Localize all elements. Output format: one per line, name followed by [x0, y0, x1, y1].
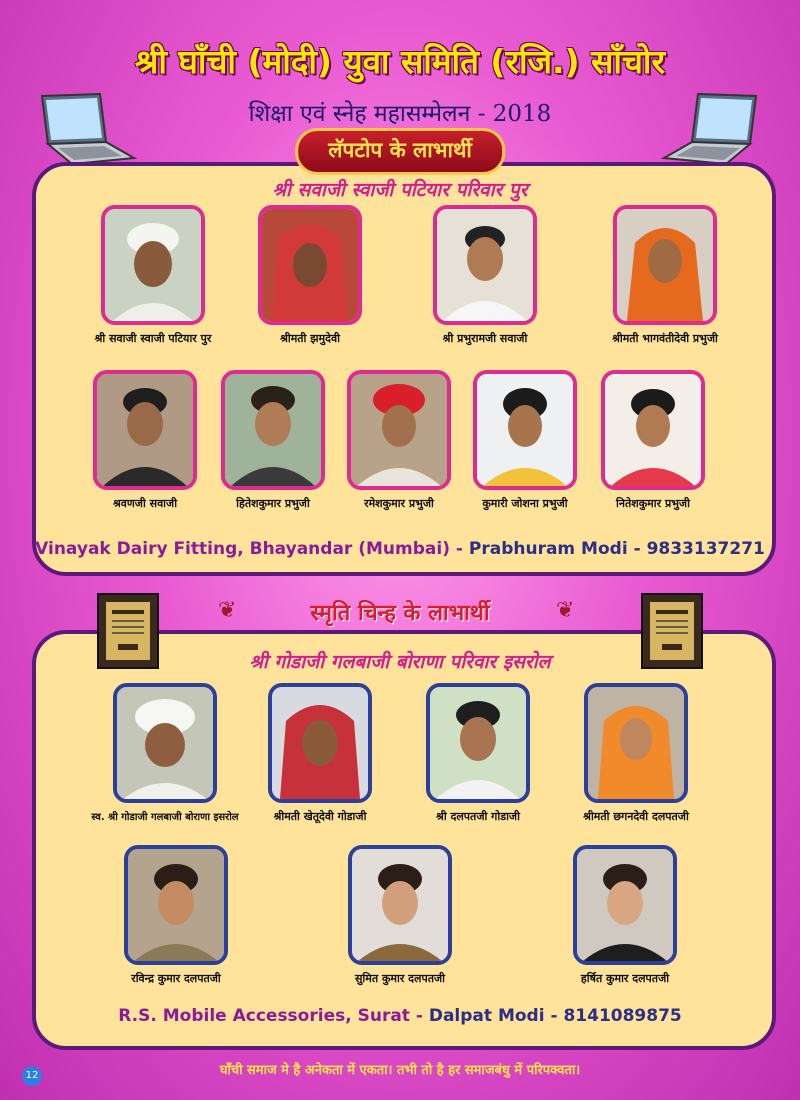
trophy-plaque-icon — [640, 592, 704, 670]
section2-sponsor — [0, 1006, 800, 1026]
person-name: श्रवणजी सवाजी — [112, 497, 178, 510]
person-name: श्री प्रभुरामजी सवाजी — [442, 332, 528, 345]
flourish-icon: ❦ — [556, 598, 575, 623]
person-card — [403, 683, 553, 824]
person-name: श्रीमती भागवंतीदेवी प्रभुजी — [612, 332, 718, 345]
portrait-photo — [124, 845, 228, 965]
sponsor-name: Dalpat Modi — [428, 1006, 545, 1026]
person-name: हर्षित कुमार दलपतजी — [580, 972, 670, 985]
flourish-icon: ❦ — [218, 598, 237, 623]
portrait-photo — [347, 370, 451, 490]
portrait-photo — [613, 205, 717, 325]
section1-heading: लॅपटोप के लाभार्थी — [295, 128, 505, 175]
trophy-plaque-icon — [96, 592, 160, 670]
person-card — [410, 205, 560, 346]
section2-family-name: श्री गोडाजी गलबाजी बोराणा परिवार इसरोल — [249, 651, 551, 673]
portrait-photo — [93, 370, 197, 490]
person-card — [561, 683, 711, 824]
person-name: सुमित कुमार दलपतजी — [355, 972, 445, 985]
person-card — [245, 683, 395, 824]
person-name: श्री दलपतजी गोडाजी — [436, 810, 520, 823]
sponsor-separator: - — [449, 539, 469, 559]
portrait-photo — [113, 683, 217, 803]
sponsor-phone-separator: - — [627, 539, 647, 559]
person-name: नितेशकुमार प्रभुजी — [616, 497, 690, 510]
section2-heading: स्मृति चिन्ह के लाभार्थी — [310, 601, 490, 626]
person-card — [550, 845, 700, 986]
person-name: हितेशकुमार प्रभुजी — [236, 497, 310, 510]
laptop-icon — [28, 90, 138, 170]
person-name: कुमारी जोशना प्रभुजी — [482, 497, 568, 510]
portrait-photo — [473, 370, 577, 490]
portrait-photo — [268, 683, 372, 803]
person-card — [325, 845, 475, 986]
sponsor-business: Vinayak Dairy Fitting, Bhayandar (Mumbai) — [35, 539, 450, 559]
portrait-photo — [433, 205, 537, 325]
portrait-photo — [601, 370, 705, 490]
person-name: श्रीमती खेतूदेवी गोडाजी — [273, 810, 367, 823]
sponsor-business: R.S. Mobile Accessories, Surat — [118, 1006, 410, 1026]
laptop-icon — [660, 90, 770, 170]
sponsor-phone: 9833137271 — [646, 539, 765, 559]
person-card — [78, 205, 228, 346]
person-name: श्रीमती छगनदेवी दलपतजी — [583, 810, 689, 823]
person-name: रविन्द्र कुमार दलपतजी — [131, 972, 221, 985]
person-card — [235, 205, 385, 346]
person-card — [101, 845, 251, 986]
sponsor-phone: 8141089875 — [563, 1006, 682, 1026]
person-name: रमेशकुमार प्रभुजी — [364, 497, 434, 510]
sponsor-phone-separator: - — [544, 1006, 564, 1026]
person-card — [90, 683, 240, 823]
portrait-photo — [426, 683, 530, 803]
person-card — [578, 370, 728, 511]
sponsor-separator: - — [409, 1006, 429, 1026]
event-subtitle: शिक्षा एवं स्नेह महासम्मेलन - 2018 — [248, 101, 552, 127]
person-card — [590, 205, 740, 346]
section1-sponsor — [0, 539, 800, 559]
portrait-photo — [573, 845, 677, 965]
portrait-photo — [348, 845, 452, 965]
person-name: श्रीमती झमुदेवी — [280, 332, 340, 345]
person-name: स्व. श्री गोडाजी गलबाजी बोराणा इसरोल — [91, 812, 239, 823]
page-number: 12 — [22, 1066, 42, 1086]
person-name: श्री सवाजी स्वाजी पटियार पुर — [94, 332, 212, 345]
footer-slogan: घाँची समाज मे है अनेकता में एकता। तभी तो है हर समाजबंधु में परिपक्वता। — [219, 1063, 581, 1078]
portrait-photo — [584, 683, 688, 803]
portrait-photo — [221, 370, 325, 490]
portrait-photo — [101, 205, 205, 325]
section1-family-name: श्री सवाजी स्वाजी पटियार परिवार पुर — [272, 179, 528, 201]
page-title: श्री घाँची (मोदी) युवा समिति (रजि.) साँचोर — [135, 42, 665, 81]
portrait-photo — [258, 205, 362, 325]
sponsor-name: Prabhuram Modi — [468, 539, 628, 559]
